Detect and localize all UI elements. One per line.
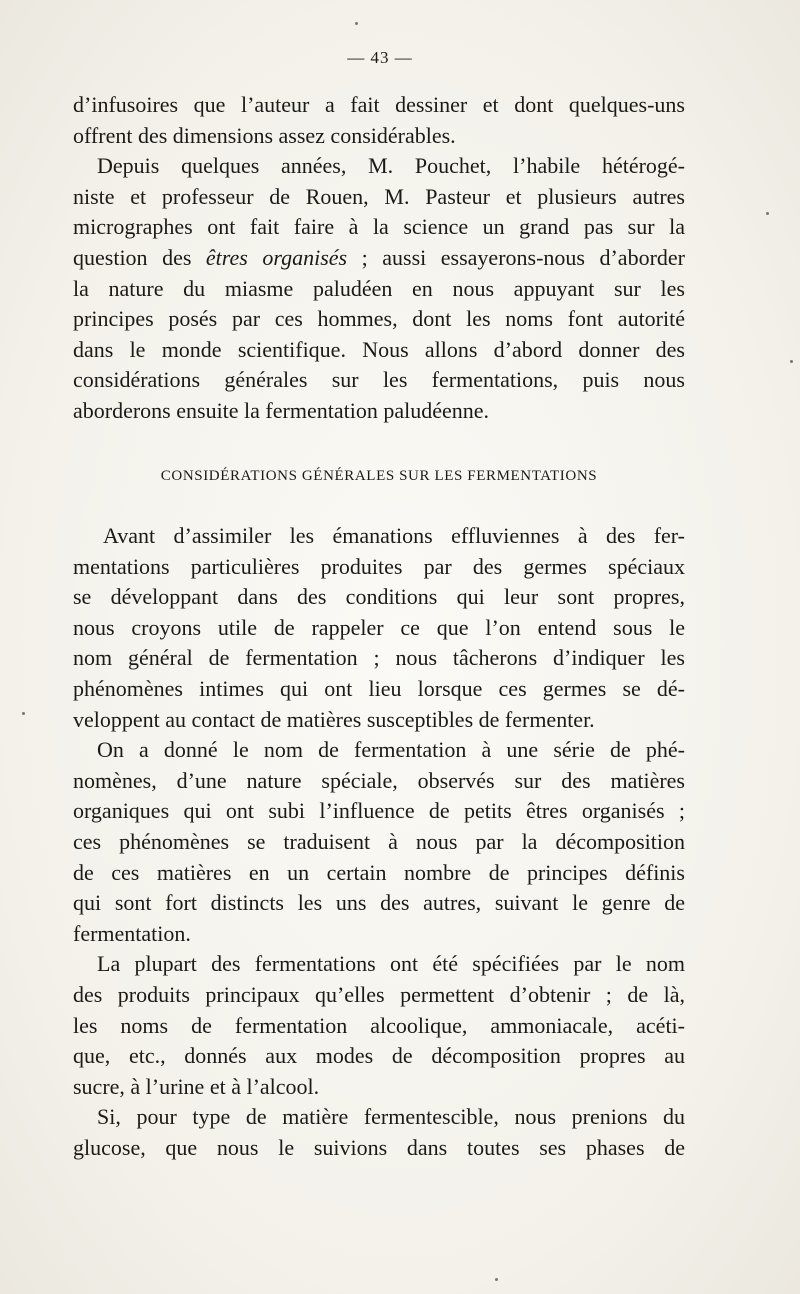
text-line: la nature du miasme paludéen en nous appuyant sur les bbox=[73, 275, 685, 301]
text-line: glucose, que nous le suivions dans toutes ses phases de bbox=[73, 1134, 685, 1160]
text-line: sucre, à l’urine et à l’alcool. bbox=[73, 1073, 320, 1099]
text-line: qui sont fort distincts les uns des autres, suivant le genre de bbox=[73, 890, 685, 916]
page-number: — 43 — bbox=[347, 48, 413, 67]
body-text-top bbox=[73, 90, 685, 427]
text-line: Si, pour type de matière fermentescible, nous prenions du bbox=[97, 1104, 685, 1130]
text-line: nous croyons utile de rappeler ce que l’on entend sous le bbox=[73, 614, 685, 640]
text-line: nomènes, d’une nature spéciale, observés sur des matières bbox=[73, 767, 685, 793]
paper-speck bbox=[22, 712, 25, 715]
text-line: principes posés par ces hommes, dont les noms font autorité bbox=[73, 306, 685, 332]
text-line: considérations générales sur les fermentations, puis nous bbox=[73, 367, 685, 393]
text-line: ces phénomènes se traduisent à nous par la décomposition bbox=[73, 828, 685, 854]
italic-phrase: êtres organisés bbox=[205, 244, 348, 270]
text-line: des produits principaux qu’elles permettent d’obtenir ; de là, bbox=[73, 981, 685, 1007]
text-fragment: ; aussi essayerons-nous d’aborder bbox=[347, 244, 685, 270]
text-line: Depuis quelques années, M. Pouchet, l’habile hétérogé- bbox=[97, 153, 685, 179]
text-line: d’infusoires que l’auteur a fait dessiner et dont quelques-uns bbox=[73, 92, 685, 117]
text-line: offrent des dimensions assez considérables. bbox=[73, 122, 456, 148]
paper-speck bbox=[766, 212, 769, 215]
text-line: les noms de fermentation alcoolique, ammoniacale, acéti- bbox=[73, 1012, 685, 1038]
paper-speck bbox=[355, 22, 358, 25]
text-line: se développant dans des conditions qui leur sont propres, bbox=[73, 584, 685, 610]
paper-speck bbox=[790, 360, 793, 363]
text-line: niste et professeur de Rouen, M. Pasteur et plusieurs autres bbox=[73, 183, 685, 209]
text-line: nom général de fermentation ; nous tâcherons d’indiquer les bbox=[73, 645, 685, 671]
paper-speck bbox=[495, 1278, 498, 1281]
text-line: fermentation. bbox=[73, 920, 191, 946]
text-line: La plupart des fermentations ont été spécifiées par le nom bbox=[97, 951, 685, 977]
text-line: On a donné le nom de fermentation à une série de phé- bbox=[97, 737, 685, 763]
text-line: dans le monde scientifique. Nous allons d’abord donner des bbox=[73, 336, 685, 362]
text-line: veloppent au contact de matières susceptibles de fermenter. bbox=[73, 706, 595, 732]
text-line: micrographes ont fait faire à la science un grand pas sur la bbox=[73, 214, 685, 240]
text-fragment: question des bbox=[73, 244, 206, 270]
text-line-with-italic bbox=[73, 243, 685, 274]
text-line: de ces matières en un certain nombre de principes définis bbox=[73, 859, 685, 885]
text-line: mentations particulières produites par des germes spéciaux bbox=[73, 553, 685, 579]
section-heading: CONSIDÉRATIONS GÉNÉRALES SUR LES FERMENTATIONS bbox=[160, 468, 598, 484]
text-line: aborderons ensuite la fermentation paludéenne. bbox=[73, 397, 490, 423]
text-line: que, etc., donnés aux modes de décomposition propres au bbox=[73, 1043, 685, 1069]
text-line: Avant d’assimiler les émanations effluviennes à des fer- bbox=[103, 523, 685, 548]
text-line: phénomènes intimes qui ont lieu lorsque ces germes se dé- bbox=[73, 675, 685, 701]
body-text-bottom bbox=[73, 521, 685, 1163]
text-line: organiques qui ont subi l’influence de petits êtres organisés ; bbox=[73, 798, 685, 824]
